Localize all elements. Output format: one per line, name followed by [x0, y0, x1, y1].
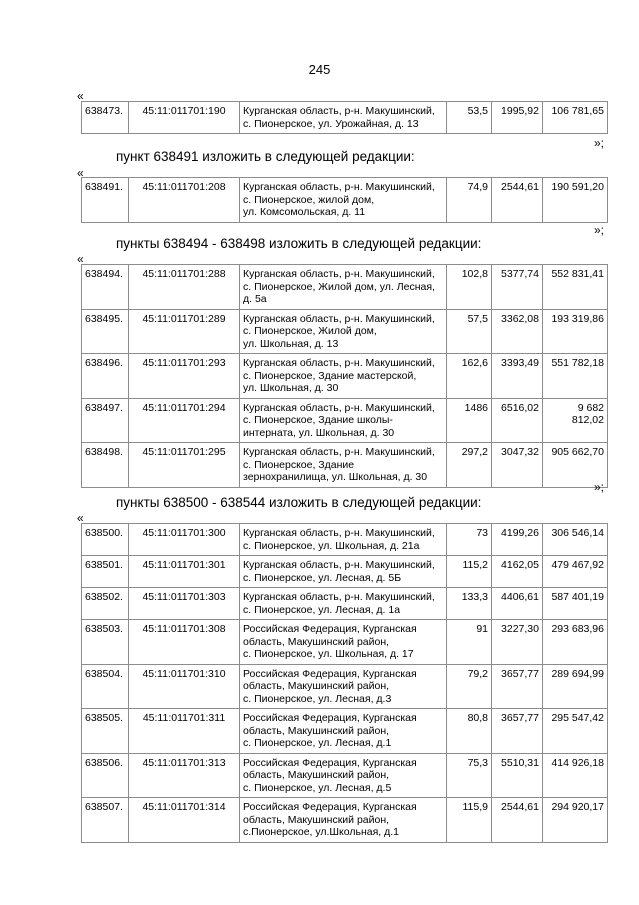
address-line: с. Пионерское, ул. Лесная, д.3 [243, 692, 392, 705]
page-number: 245 [308, 62, 331, 77]
cost-value: 293 683,96 [543, 620, 608, 665]
address-line: с. Пионерское, жилой дом, [243, 193, 375, 206]
address-line: зернохранилища, ул. Школьная, д. 30 [243, 471, 428, 483]
cost-value: 414 926,18 [543, 753, 608, 798]
rate-value: 4162,05 [492, 556, 543, 588]
closing-quote: »; [594, 223, 605, 237]
address-line: Курганская область, р-н. Макушинский, [243, 105, 435, 117]
records-table [81, 101, 608, 134]
area-value: 133,3 [447, 588, 492, 620]
rate-value: 2544,61 [492, 178, 543, 223]
cadastral-number: 45:11:011701:294 [129, 398, 240, 443]
cost-value: 294 920,17 [543, 798, 608, 843]
table-row [82, 102, 608, 134]
rate-value: 6516,02 [492, 398, 543, 443]
cost-value: 905 662,70 [543, 443, 608, 488]
address-cell [240, 588, 447, 620]
address-line: ул. Школьная, д. 30 [243, 382, 339, 394]
amendment-instruction: пункт 638491 изложить в следующей редакции: [116, 149, 415, 164]
address-line: Курганская область, р-н. Макушинский, [243, 591, 435, 603]
cadastral-number: 45:11:011701:311 [129, 709, 240, 754]
address-cell [240, 102, 447, 134]
address-line: Российская Федерация, Курганская [243, 623, 417, 635]
address-cell [240, 556, 447, 588]
cadastral-number: 45:11:011701:190 [129, 102, 240, 134]
opening-quote: « [77, 511, 84, 525]
cadastral-number: 45:11:011701:310 [129, 664, 240, 709]
cadastral-number: 45:11:011701:314 [129, 798, 240, 843]
cost-value: 295 547,42 [543, 709, 608, 754]
table-row [82, 620, 608, 665]
rate-value: 3393,49 [492, 354, 543, 399]
cost-value: 552 831,41 [543, 265, 608, 310]
address-line: Российская Федерация, Курганская [243, 712, 417, 724]
table-row [82, 398, 608, 443]
address-line: Курганская область, р-н. Макушинский, [243, 559, 435, 571]
row-number: 638502. [82, 588, 129, 620]
area-value: 73 [447, 524, 492, 556]
cost-value: 193 319,86 [543, 309, 608, 354]
address-cell [240, 524, 447, 556]
address-line: Курганская область, р-н. Макушинский, [243, 312, 435, 325]
address-line: Российская Федерация, Курганская [243, 667, 417, 680]
address-line: Российская Федерация, Курганская [243, 756, 417, 769]
rate-value: 3657,77 [492, 664, 543, 709]
address-line: ул. Комсомольская, д. 11 [243, 206, 366, 218]
table-row [82, 178, 608, 223]
address-line: с. Пионерское, ул. Лесная, д. 5Б [243, 571, 402, 584]
address-cell [240, 709, 447, 754]
table-row [82, 753, 608, 798]
cost-value: 106 781,65 [543, 102, 608, 134]
address-line: Курганская область, р-н. Макушинский, [243, 401, 435, 414]
row-number: 638491. [82, 178, 129, 223]
address-line: с. Пионерское, Жилой дом, ул. Лесная, [243, 280, 435, 293]
row-number: 638506. [82, 753, 129, 798]
amendment-instruction: пункты 638494 - 638498 изложить в следующей редакции: [116, 236, 482, 251]
address-line: интерната, ул. Школьная, д. 30 [243, 426, 395, 439]
address-line: с. Пионерское, ул. Лесная, д.5 [243, 781, 392, 794]
amendment-instruction: пункты 638500 - 638544 изложить в следующей редакции: [116, 495, 482, 510]
table-row [82, 588, 608, 620]
cost-value: 551 782,18 [543, 354, 608, 399]
address-line: ул. Школьная, д. 13 [243, 337, 339, 350]
rate-value: 5377,74 [492, 265, 543, 310]
cadastral-number: 45:11:011701:313 [129, 753, 240, 798]
table-row [82, 709, 608, 754]
rate-value: 5510,31 [492, 753, 543, 798]
area-value: 80,8 [447, 709, 492, 754]
row-number: 638473. [82, 102, 129, 134]
address-line: Курганская область, р-н. Макушинский, [243, 181, 435, 193]
address-line: с. Пионерское, ул. Урожайная, д. 13 [243, 117, 419, 130]
closing-quote: »; [594, 136, 605, 150]
address-line: с. Пионерское, Здание мастерской, [243, 369, 417, 382]
address-cell [240, 178, 447, 223]
address-line: с. Пионерское, Здание школы- [243, 414, 393, 426]
address-line: область, Макушинский район, [243, 769, 390, 781]
row-number: 638503. [82, 620, 129, 665]
address-line: с. Пионерское, ул. Школьная, д. 17 [243, 648, 414, 660]
address-line: с. Пионерское, Жилой дом, [243, 325, 377, 337]
rate-value: 1995,92 [492, 102, 543, 134]
address-line: с. Пионерское, ул. Лесная, д.1 [243, 737, 392, 749]
table-row [82, 309, 608, 354]
cadastral-number: 45:11:011701:289 [129, 309, 240, 354]
area-value: 1486 [447, 398, 492, 443]
area-value: 53,5 [447, 102, 492, 134]
address-cell [240, 620, 447, 665]
address-line: область, Макушинский район, [243, 724, 390, 737]
cost-value: 289 694,99 [543, 664, 608, 709]
cost-value: 190 591,20 [543, 178, 608, 223]
table-row [82, 265, 608, 310]
area-value: 162,6 [447, 354, 492, 399]
address-cell [240, 354, 447, 399]
closing-quote: »; [594, 480, 605, 494]
rate-value: 3362,08 [492, 309, 543, 354]
area-value: 297,2 [447, 443, 492, 488]
row-number: 638494. [82, 265, 129, 310]
row-number: 638496. [82, 354, 129, 399]
address-cell [240, 309, 447, 354]
address-cell [240, 398, 447, 443]
address-cell [240, 798, 447, 843]
records-table [81, 264, 608, 488]
address-line: д. 5а [243, 293, 267, 305]
row-number: 638501. [82, 556, 129, 588]
row-number: 638504. [82, 664, 129, 709]
table-row [82, 798, 608, 843]
cadastral-number: 45:11:011701:293 [129, 354, 240, 399]
address-cell [240, 753, 447, 798]
area-value: 57,5 [447, 309, 492, 354]
address-line: Курганская область, р-н. Макушинский, [243, 527, 435, 539]
address-line: область, Макушинский район, [243, 635, 390, 648]
area-value: 102,8 [447, 265, 492, 310]
rate-value: 3657,77 [492, 709, 543, 754]
records-table [81, 177, 608, 223]
row-number: 638498. [82, 443, 129, 488]
cadastral-number: 45:11:011701:303 [129, 588, 240, 620]
cost-value: 587 401,19 [543, 588, 608, 620]
opening-quote: « [77, 252, 84, 266]
table-row [82, 556, 608, 588]
table-row [82, 664, 608, 709]
address-line: Курганская область, р-н. Макушинский, [243, 446, 435, 458]
address-cell [240, 443, 447, 488]
cadastral-number: 45:11:011701:295 [129, 443, 240, 488]
cost-value: 479 467,92 [543, 556, 608, 588]
address-line: Курганская область, р-н. Макушинский, [243, 357, 435, 369]
address-line: с. Пионерское, ул. Лесная, д. 1а [243, 603, 401, 616]
table-row [82, 443, 608, 488]
area-value: 75,3 [447, 753, 492, 798]
area-value: 79,2 [447, 664, 492, 709]
address-line: Курганская область, р-н. Макушинский, [243, 268, 435, 280]
rate-value: 4199,26 [492, 524, 543, 556]
area-value: 115,2 [447, 556, 492, 588]
rate-value: 3227,30 [492, 620, 543, 665]
area-value: 115,9 [447, 798, 492, 843]
cost-value: 9 682 812,02 [543, 398, 608, 443]
opening-quote: « [77, 166, 84, 180]
address-line: область, Макушинский район, [243, 813, 390, 826]
cadastral-number: 45:11:011701:208 [129, 178, 240, 223]
row-number: 638495. [82, 309, 129, 354]
address-line: с. Пионерское, Здание [243, 458, 355, 471]
cost-value: 306 546,14 [543, 524, 608, 556]
area-value: 74,9 [447, 178, 492, 223]
table-row [82, 354, 608, 399]
records-table [81, 523, 608, 843]
opening-quote: « [77, 89, 84, 103]
row-number: 638500. [82, 524, 129, 556]
address-line: Российская Федерация, Курганская [243, 801, 417, 813]
area-value: 91 [447, 620, 492, 665]
rate-value: 4406,61 [492, 588, 543, 620]
rate-value: 2544,61 [492, 798, 543, 843]
row-number: 638497. [82, 398, 129, 443]
cadastral-number: 45:11:011701:300 [129, 524, 240, 556]
cadastral-number: 45:11:011701:308 [129, 620, 240, 665]
rate-value: 3047,32 [492, 443, 543, 488]
row-number: 638507. [82, 798, 129, 843]
table-row [82, 524, 608, 556]
row-number: 638505. [82, 709, 129, 754]
cadastral-number: 45:11:011701:301 [129, 556, 240, 588]
address-cell [240, 664, 447, 709]
cadastral-number: 45:11:011701:288 [129, 265, 240, 310]
address-line: с. Пионерское, ул. Школьная, д. 21а [243, 539, 420, 552]
address-cell [240, 265, 447, 310]
address-line: область, Макушинский район, [243, 680, 390, 692]
address-line: с.Пионерское, ул.Школьная, д.1 [243, 826, 400, 838]
